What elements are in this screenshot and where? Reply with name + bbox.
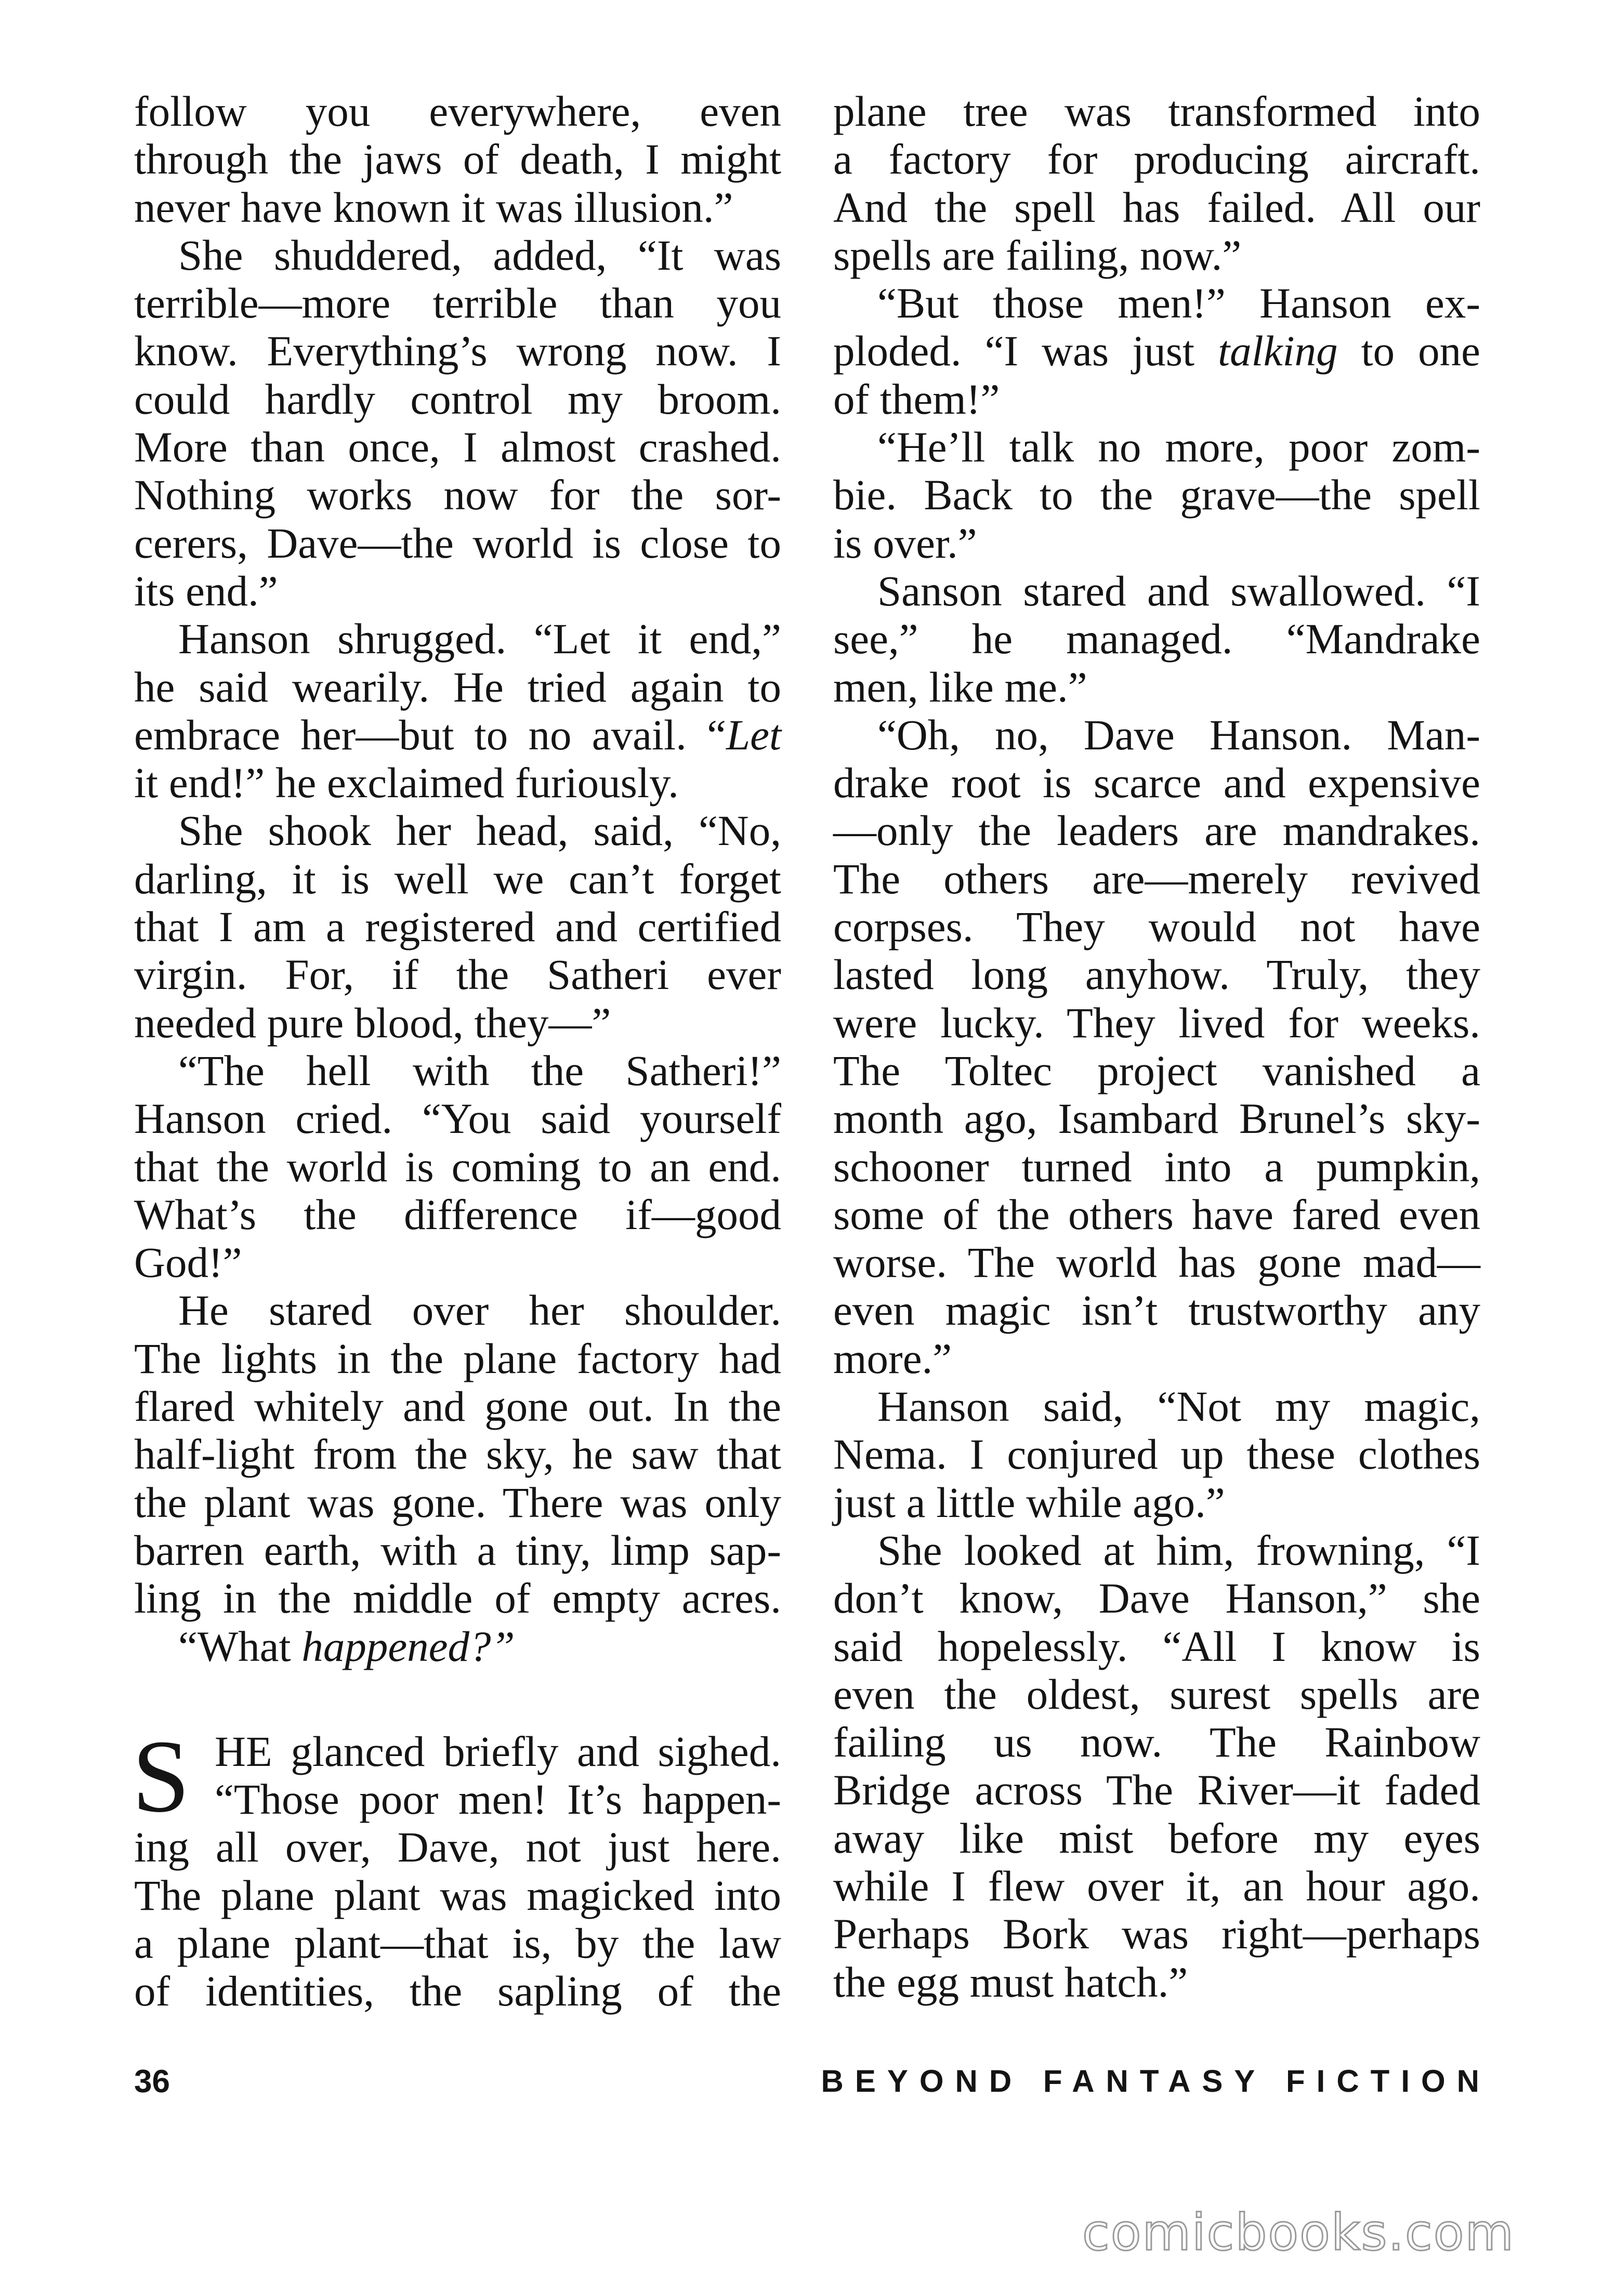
text-segment: ploded. “I was just	[833, 327, 1218, 375]
text-line: the egg must hatch.”	[833, 1958, 1188, 2006]
text-line: of them!”	[833, 375, 1000, 423]
text-line: just a little while ago.”	[833, 1478, 1225, 1526]
text-line: corpses. They would not have	[833, 903, 1480, 951]
text-line: “Oh, no, Dave Hanson. Man-	[877, 710, 1480, 759]
text-line: flared whitely and gone out. In the	[134, 1382, 781, 1431]
text-line: spells are failing, now.”	[833, 231, 1242, 279]
text-line: it end!” he exclaimed furiously.	[134, 759, 679, 807]
text-segment: “What	[178, 1622, 302, 1670]
text-line: “But those men!” Hanson ex-	[877, 279, 1480, 327]
text-line: know. Everything’s wrong now. I	[134, 327, 781, 375]
text-line: half-light from the sky, he saw that	[134, 1430, 781, 1479]
text-line: “He’ll talk no more, poor zom-	[877, 423, 1480, 471]
text-line: HE glanced briefly and sighed.	[215, 1727, 781, 1775]
page-footer	[134, 2063, 1491, 2105]
text-line: see,” he managed. “Mandrake	[833, 615, 1480, 663]
text-line: Hanson shrugged. “Let it end,”	[178, 615, 781, 663]
left-text-column	[134, 87, 781, 2015]
text-line: even magic isn’t trustworthy any	[833, 1286, 1480, 1335]
text-line: he said wearily. He tried again to	[134, 663, 781, 711]
text-line: its end.”	[134, 566, 278, 615]
text-line: a factory for producing aircraft.	[833, 135, 1480, 183]
left-column-paragraphs	[134, 87, 781, 1670]
text-line: through the jaws of death, I might	[134, 135, 781, 183]
text-line: schooner turned into a pumpkin,	[833, 1142, 1480, 1191]
text-line: The Toltec project vanished a	[833, 1046, 1480, 1094]
drop-cap-paragraph	[132, 1719, 781, 2015]
text-line: bie. Back to the grave—the spell	[833, 471, 1480, 519]
right-text-column	[833, 87, 1480, 2006]
text-line: cerers, Dave—the world is close to	[134, 519, 781, 567]
text-line: month ago, Isambard Brunel’s sky-	[833, 1094, 1480, 1143]
text-segment: to one	[1337, 327, 1480, 375]
text-line: away like mist before my eyes	[833, 1814, 1480, 1862]
text-line: ling in the middle of empty acres.	[134, 1574, 781, 1622]
text-line: And the spell has failed. All our	[833, 183, 1480, 231]
italic-text: talking	[1218, 327, 1338, 375]
text-line: God!”	[134, 1238, 242, 1287]
text-line: More than once, I almost crashed.	[134, 423, 781, 471]
text-line: that I am a registered and certified	[134, 903, 781, 951]
text-line: needed pure blood, they—”	[134, 998, 611, 1047]
text-line: She looked at him, frowning, “I	[877, 1526, 1480, 1574]
text-line	[833, 327, 1480, 375]
text-line: a plane plant—that is, by the law	[134, 1919, 781, 1967]
text-line: some of the others have fared even	[833, 1190, 1480, 1238]
text-line: What’s the difference if—good	[134, 1190, 781, 1238]
text-line: lasted long anyhow. Truly, they	[833, 951, 1480, 999]
text-line: “Those poor men! It’s happen-	[215, 1775, 781, 1824]
drop-cap: S	[132, 1719, 190, 1834]
text-line: —only the leaders are mandrakes.	[833, 807, 1480, 855]
text-line: Nema. I conjured up these clothes	[833, 1430, 1480, 1479]
left-column-after-break	[132, 1719, 781, 2015]
text-line: worse. The world has gone mad—	[833, 1238, 1480, 1287]
text-line: darling, it is well we can’t forget	[134, 854, 781, 903]
magazine-title: BEYOND FANTASY FICTION	[821, 2064, 1491, 2099]
text-line: Hanson said, “Not my magic,	[877, 1382, 1480, 1431]
watermark-logo: comicbooks.com	[1082, 2203, 1515, 2262]
text-line: Perhaps Bork was right—perhaps	[833, 1910, 1480, 1958]
text-line: more.”	[833, 1334, 952, 1382]
text-line: even the oldest, surest spells are	[833, 1670, 1480, 1718]
text-line: of identities, the sapling of the	[134, 1967, 781, 2015]
text-line: Sanson stared and swallowed. “I	[877, 566, 1480, 615]
text-line: follow you everywhere, even	[134, 87, 781, 135]
text-line: plane tree was transformed into	[833, 87, 1480, 135]
text-line: He stared over her shoulder.	[178, 1286, 781, 1335]
text-line: Nothing works now for the sor-	[134, 471, 781, 519]
text-line: said hopelessly. “All I know is	[833, 1622, 1480, 1670]
text-line: drake root is scarce and expensive	[833, 759, 1480, 807]
text-line: never have known it was illusion.”	[134, 183, 733, 231]
text-line	[134, 1622, 781, 1670]
text-line: that the world is coming to an end.	[134, 1142, 781, 1191]
italic-text: happened?”	[301, 1622, 515, 1670]
page-number: 36	[134, 2064, 170, 2100]
text-segment: embrace her—but to no avail. “	[134, 710, 726, 759]
text-line: men, like me.”	[833, 663, 1087, 711]
text-line: while I flew over it, an hour ago.	[833, 1862, 1480, 1910]
text-line: virgin. For, if the Satheri ever	[134, 951, 781, 999]
text-line: barren earth, with a tiny, limp sap-	[134, 1526, 781, 1574]
text-line: were lucky. They lived for weeks.	[833, 998, 1480, 1047]
text-line: Hanson cried. “You said yourself	[134, 1094, 781, 1143]
text-line: failing us now. The Rainbow	[833, 1718, 1480, 1766]
section-break	[134, 1670, 781, 1727]
text-line: don’t know, Dave Hanson,” she	[833, 1574, 1480, 1622]
text-line: the plant was gone. There was only	[134, 1478, 781, 1526]
text-line: Bridge across The River—it faded	[833, 1766, 1480, 1814]
text-line: is over.”	[833, 519, 977, 567]
text-line: “The hell with the Satheri!”	[178, 1046, 781, 1094]
text-line: The plane plant was magicked into	[134, 1871, 781, 1919]
text-line: ing all over, Dave, not just here.	[134, 1823, 781, 1871]
text-line: terrible—more terrible than you	[134, 279, 781, 327]
text-line	[134, 711, 781, 759]
text-line: She shook her head, said, “No,	[178, 807, 781, 855]
text-line: could hardly control my broom.	[134, 375, 781, 423]
text-line: She shuddered, added, “It was	[178, 231, 781, 279]
italic-text: Let	[726, 710, 781, 759]
text-line: The others are—merely revived	[833, 854, 1480, 903]
right-column-paragraphs	[833, 87, 1480, 2006]
text-line: The lights in the plane factory had	[134, 1334, 781, 1382]
